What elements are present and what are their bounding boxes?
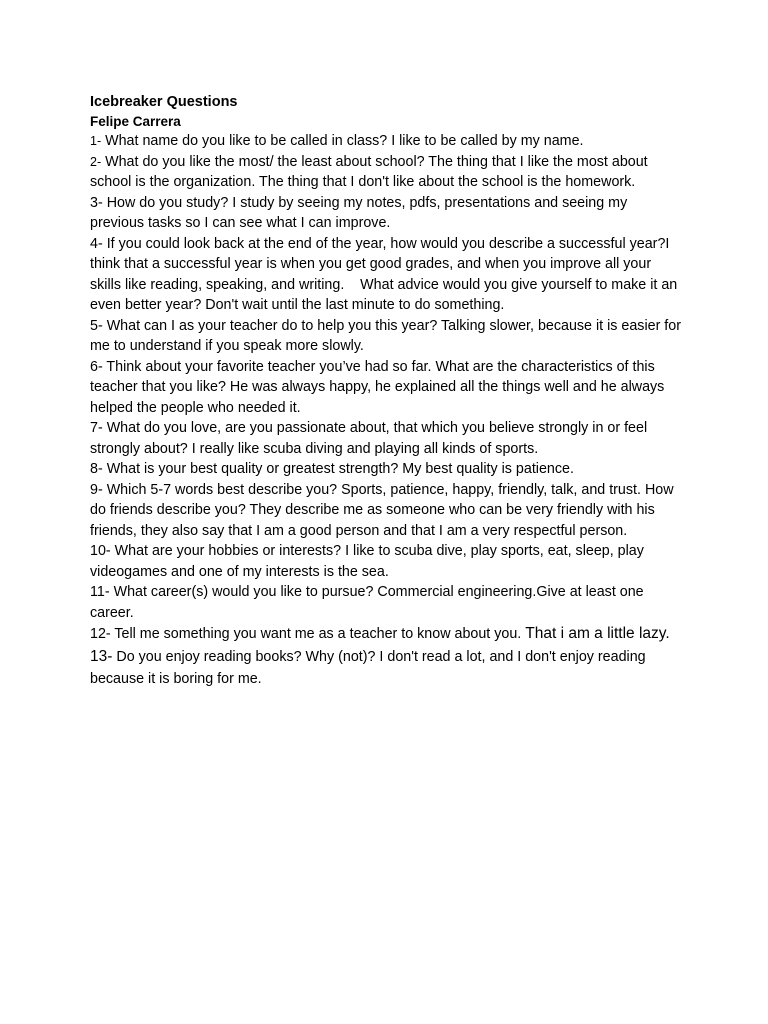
item-number: 9- bbox=[90, 481, 103, 498]
item-number: 12- bbox=[90, 626, 111, 642]
question-item-12 bbox=[90, 623, 682, 645]
question-item-1 bbox=[90, 131, 682, 152]
item-number: 7- bbox=[90, 420, 103, 436]
item-number: 1- bbox=[90, 134, 102, 148]
question-item-6 bbox=[90, 357, 682, 419]
item-number: 8- bbox=[90, 461, 103, 477]
question-item-5 bbox=[90, 316, 682, 357]
item-text: What name do you like to be called in class? I like to be called by my name. bbox=[101, 133, 584, 149]
question-item-10 bbox=[90, 541, 682, 582]
question-item-7 bbox=[90, 418, 682, 459]
question-item-9 bbox=[90, 480, 682, 542]
item-text: If you could look back at the end of the year, how would you describe a successful year?I think that a successful year is when you get good grades, and when you improve all your skills like reading, speaking, and writing. What advice would you give yourself to make it an even better year? Don't wait until the last minute to do something. bbox=[90, 235, 678, 313]
item-text: Do you enjoy reading books? Why (not)? I don't read a lot, and I don't enjoy reading because it is boring for me. bbox=[90, 649, 646, 687]
question-item-3 bbox=[90, 193, 682, 234]
document-title: Icebreaker Questions bbox=[90, 94, 238, 110]
item-text: What do you love, are you passionate about, that which you believe strongly in or feel strongly about? I really like scuba diving and playing all kinds of sports. bbox=[90, 420, 648, 457]
item-text: Tell me something you want me as a teacher to know about you. bbox=[110, 626, 526, 642]
question-item-13 bbox=[90, 646, 682, 690]
item-number: 6- bbox=[90, 358, 103, 375]
item-text: What is your best quality or greatest strength? My best quality is patience. bbox=[102, 461, 574, 477]
question-item-8 bbox=[90, 459, 682, 480]
item-text: What do you like the most/ the least about school? The thing that I like the most about school is the organization. The thing that I don't like about the school is the homework. bbox=[90, 153, 648, 190]
item-text: What can I as your teacher do to help you this year? Talking slower, because it is easier for me to understand if you speak more slowly. bbox=[90, 317, 681, 354]
item-text: How do you study? I study by seeing my notes, pdfs, presentations and seeing my previous tasks so I can see what I can improve. bbox=[90, 194, 628, 231]
item-number: 10- bbox=[90, 543, 111, 559]
item-text: What career(s) would you like to pursue? Commercial engineering.Give at least one career. bbox=[90, 584, 644, 621]
item-number: 3- bbox=[90, 194, 103, 211]
item-number: 5- bbox=[90, 317, 103, 334]
item-text: Think about your favorite teacher you’ve had so far. What are the characteristics of this teacher that you like? He was always happy, he explained all the things well and he always helped the people who needed it. bbox=[90, 358, 665, 416]
question-item-2 bbox=[90, 152, 682, 193]
question-item-4 bbox=[90, 234, 682, 316]
item-text: Which 5-7 words best describe you? Sports, patience, happy, friendly, talk, and trust. How do friends describe you? They describe me as someone who can be very friendly with his friends, they also say that I am a good person and that I am a very respectful person. bbox=[90, 481, 674, 539]
item-text: What are your hobbies or interests? I like to scuba dive, play sports, eat, sleep, play videogames and one of my interests is the sea. bbox=[90, 543, 644, 580]
item-answer: That i am a little lazy. bbox=[525, 625, 670, 642]
question-item-11 bbox=[90, 582, 682, 623]
document-body bbox=[90, 92, 682, 690]
item-number: 4- bbox=[90, 235, 103, 252]
item-number: 13- bbox=[90, 648, 113, 665]
author-name: Felipe Carrera bbox=[90, 114, 181, 129]
item-number: 2- bbox=[90, 154, 102, 169]
item-number: 11- bbox=[90, 584, 110, 600]
